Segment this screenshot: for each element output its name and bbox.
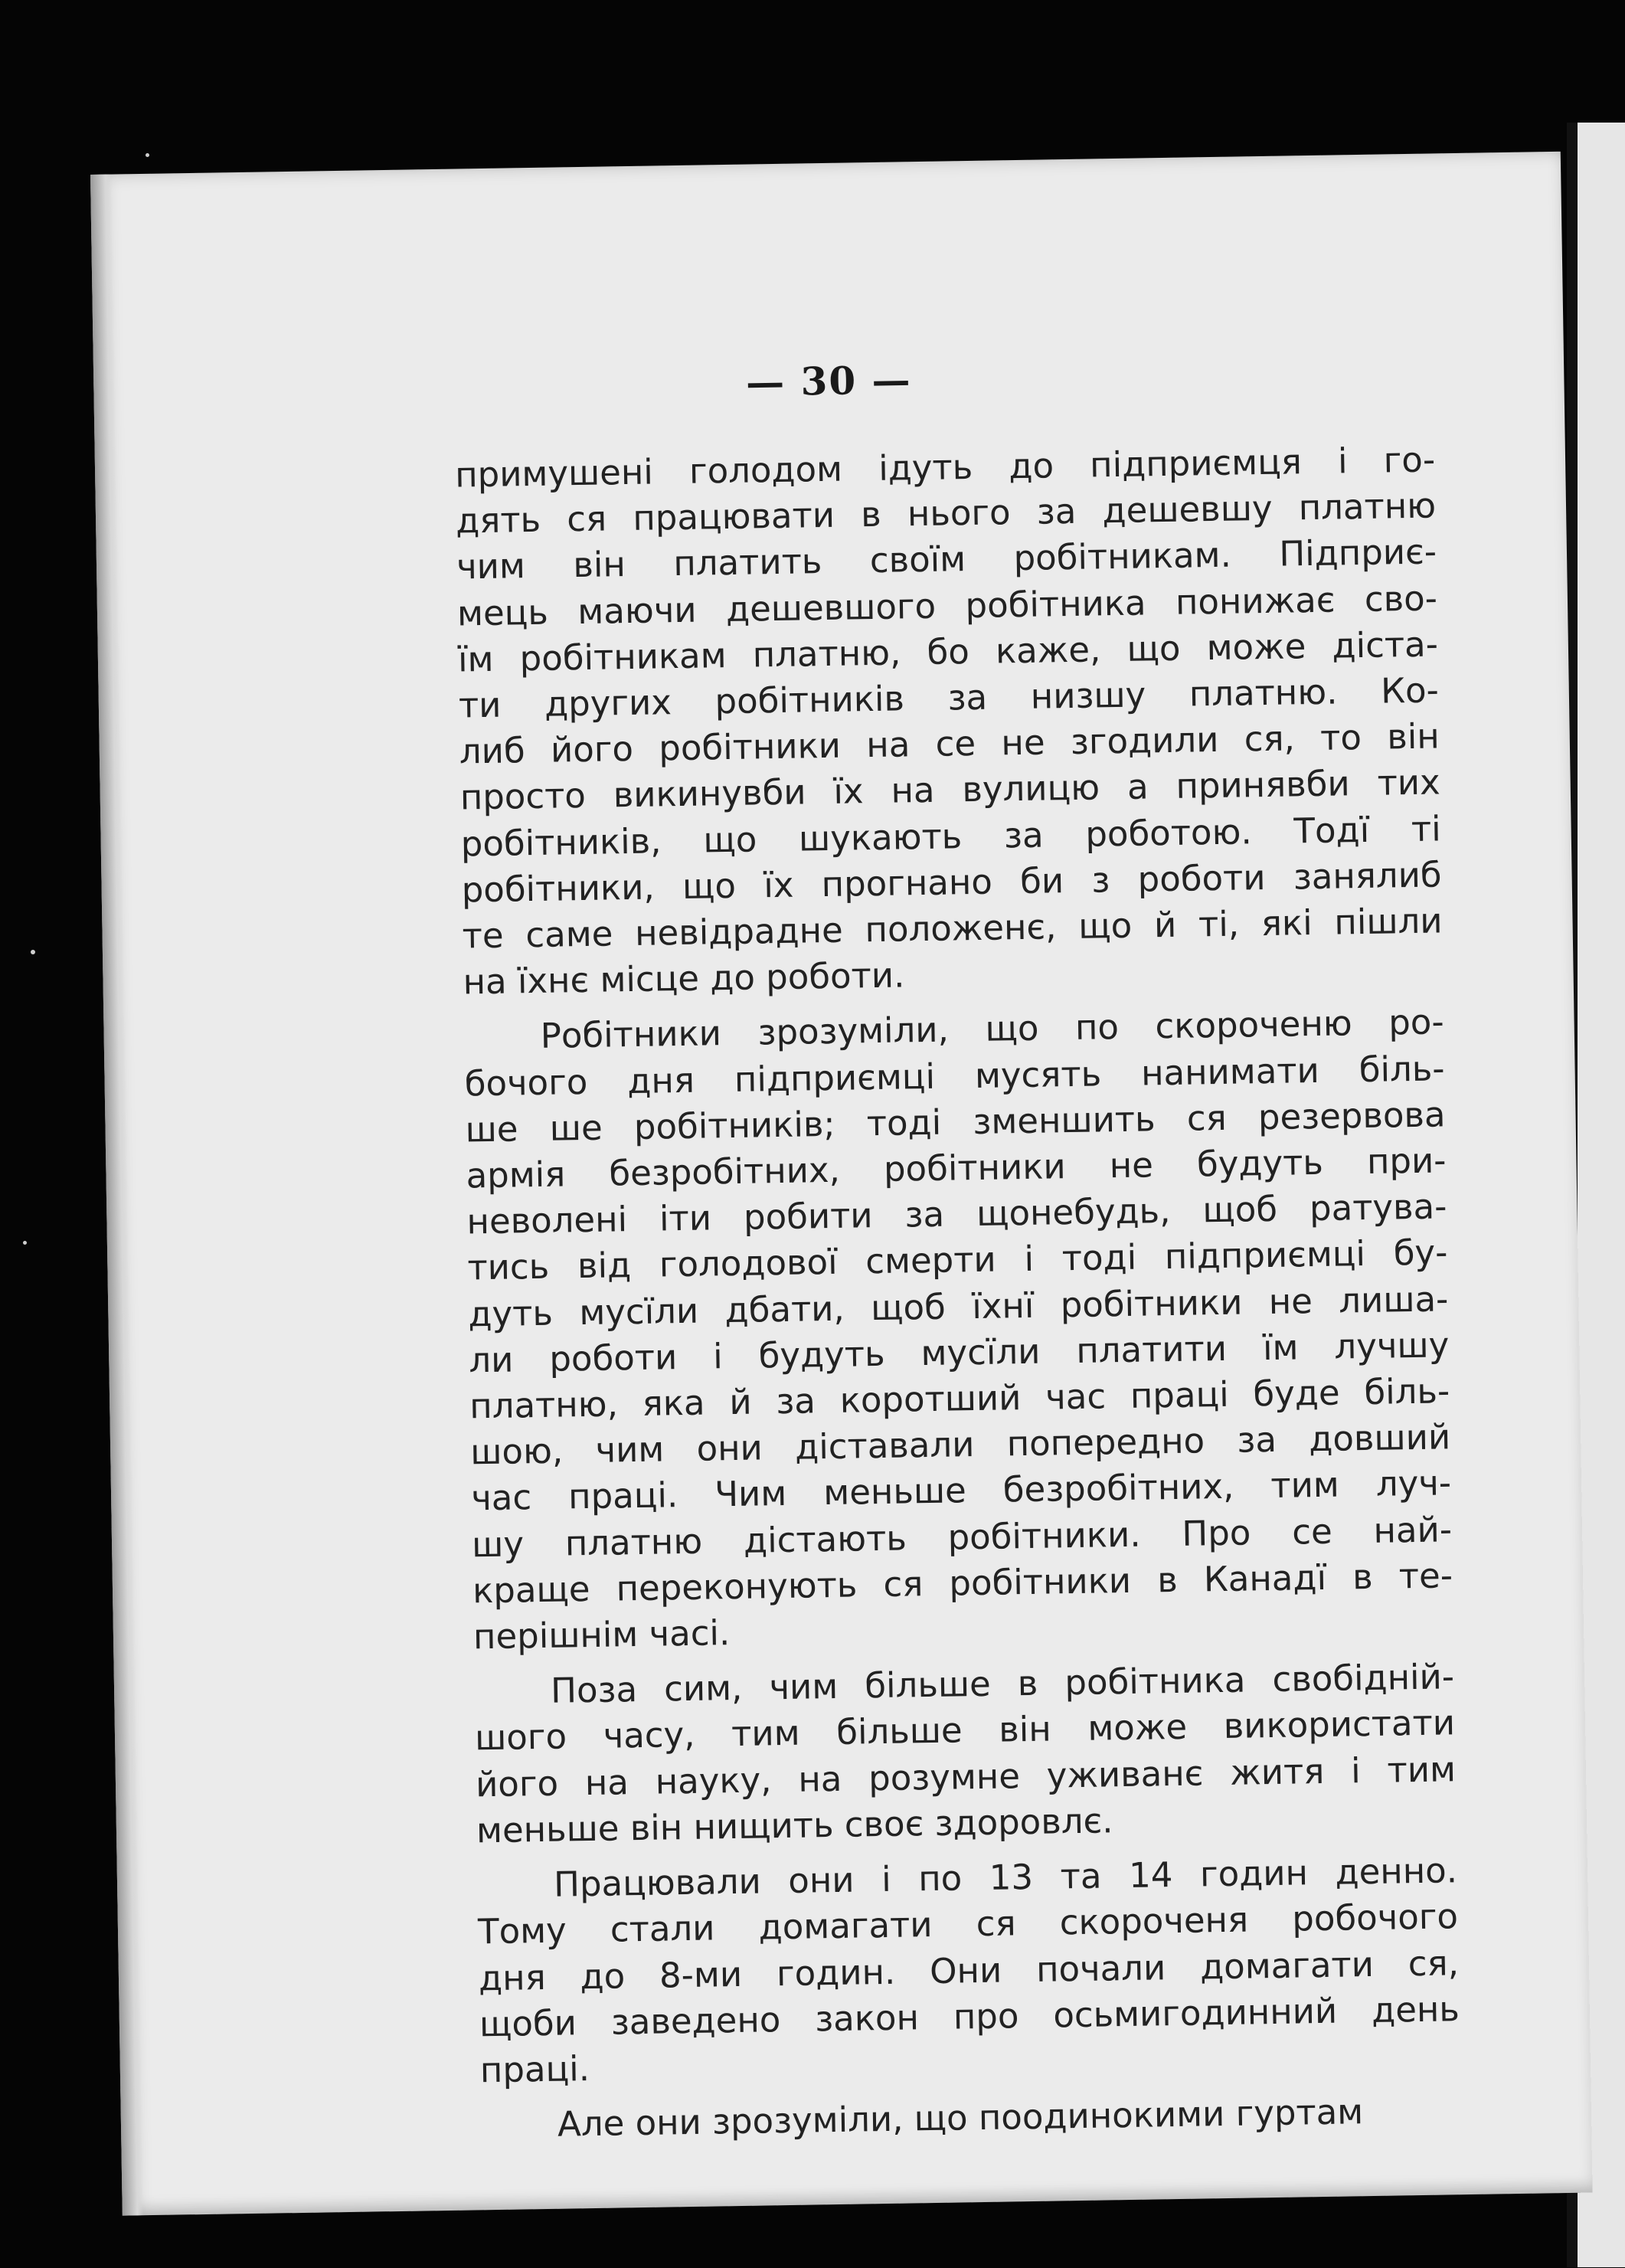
dust-speck xyxy=(31,950,35,954)
text-line: тись від голодової смерти і тоді підприємці бу- xyxy=(467,1232,1448,1288)
text-line: неволені іти робити за щонебудь, щоб ратува- xyxy=(466,1186,1447,1242)
text-line: бочого дня підприємці мусять нанимати біль- xyxy=(464,1048,1445,1105)
text-line: робітників, що шукають за роботою. Тодї ті xyxy=(460,808,1442,865)
paragraph-5 xyxy=(481,2087,1462,2149)
paragraph-3 xyxy=(474,1654,1457,1854)
text-line: те саме невідрадне положенє, що й ті, які пішли xyxy=(462,900,1443,957)
body-text xyxy=(455,437,1462,2158)
text-line: шою, чим они діставали попередно за довший xyxy=(469,1416,1451,1473)
text-line: перішнім часі. xyxy=(472,1612,731,1658)
text-line: армія безробітних, робітники не будуть при- xyxy=(466,1140,1447,1196)
text-line: меньше він нищить своє здоровлє. xyxy=(476,1800,1113,1851)
text-line: час праці. Чим меньше безробітних, тим луч- xyxy=(470,1462,1452,1519)
text-line: праці. xyxy=(479,2047,590,2091)
text-line: чим він платить своїм робітникам. Підприє- xyxy=(456,531,1437,587)
text-line: ти других робітників за низшу платню. Ко- xyxy=(458,669,1440,726)
text-line: робітники, що їх прогнано би з роботи занялиб xyxy=(461,854,1442,911)
text-line: Робітники зрозуміли, що по скороченю ро- xyxy=(540,1001,1445,1057)
text-line: краще переконують ся робітники в Канадї в те- xyxy=(472,1555,1453,1612)
text-line: дуть мусїли дбати, щоб їхнї робітники не лиша- xyxy=(468,1278,1449,1335)
text-line: платню, яка й за коротший час праці буде біль- xyxy=(469,1370,1450,1427)
text-line: Але они зрозуміли, що поодинокими гуртам xyxy=(557,2091,1364,2145)
text-line: їм робітникам платню, бо каже, що може діста- xyxy=(457,623,1439,680)
text-line: щоби заведено закон про осьмигодинний день xyxy=(479,1988,1460,2045)
text-line: либ його робітники на се не згодили ся, то він xyxy=(459,715,1440,772)
text-line: Поза сим, чим більше в робітника свобідній- xyxy=(550,1656,1455,1712)
paragraph-4 xyxy=(477,1847,1461,2093)
text-line: Тому стали домагати ся скороченя робочого xyxy=(477,1896,1459,1952)
text-line: на їхнє місце до роботи. xyxy=(463,954,905,1003)
text-line: дня до 8-ми годин. Они почали домагати ся, xyxy=(478,1942,1460,1998)
paragraph-2 xyxy=(463,1000,1453,1661)
page-number: — 30 — xyxy=(745,357,913,405)
paragraph-1 xyxy=(455,437,1444,1005)
text-line: просто викинувби їх на вулицю а принявби тих xyxy=(459,761,1441,818)
text-line: шого часу, тим більше він може використати xyxy=(474,1702,1456,1759)
dust-speck xyxy=(23,1241,27,1245)
text-line: його на науку, на розумне уживанє житя і тим xyxy=(475,1748,1457,1805)
text-line: ли роботи і будуть мусїли платити їм лучшу xyxy=(468,1324,1450,1381)
text-line: шу платню дістають робітники. Про се най- xyxy=(471,1508,1453,1566)
text-line: примушені голодом ідуть до підприємця і го- xyxy=(454,439,1436,496)
text-line: Працювали они і по 13 та 14 годин денно. xyxy=(553,1850,1458,1905)
text-line: дять ся працювати в нього за дешевшу платню xyxy=(455,485,1437,542)
dust-speck xyxy=(145,153,149,157)
book-page xyxy=(90,152,1593,2216)
text-line: мець маючи дешевшого робітника понижає сво- xyxy=(456,578,1438,634)
text-line: ше ше робітників; тоді зменшить ся резервова xyxy=(465,1094,1446,1150)
